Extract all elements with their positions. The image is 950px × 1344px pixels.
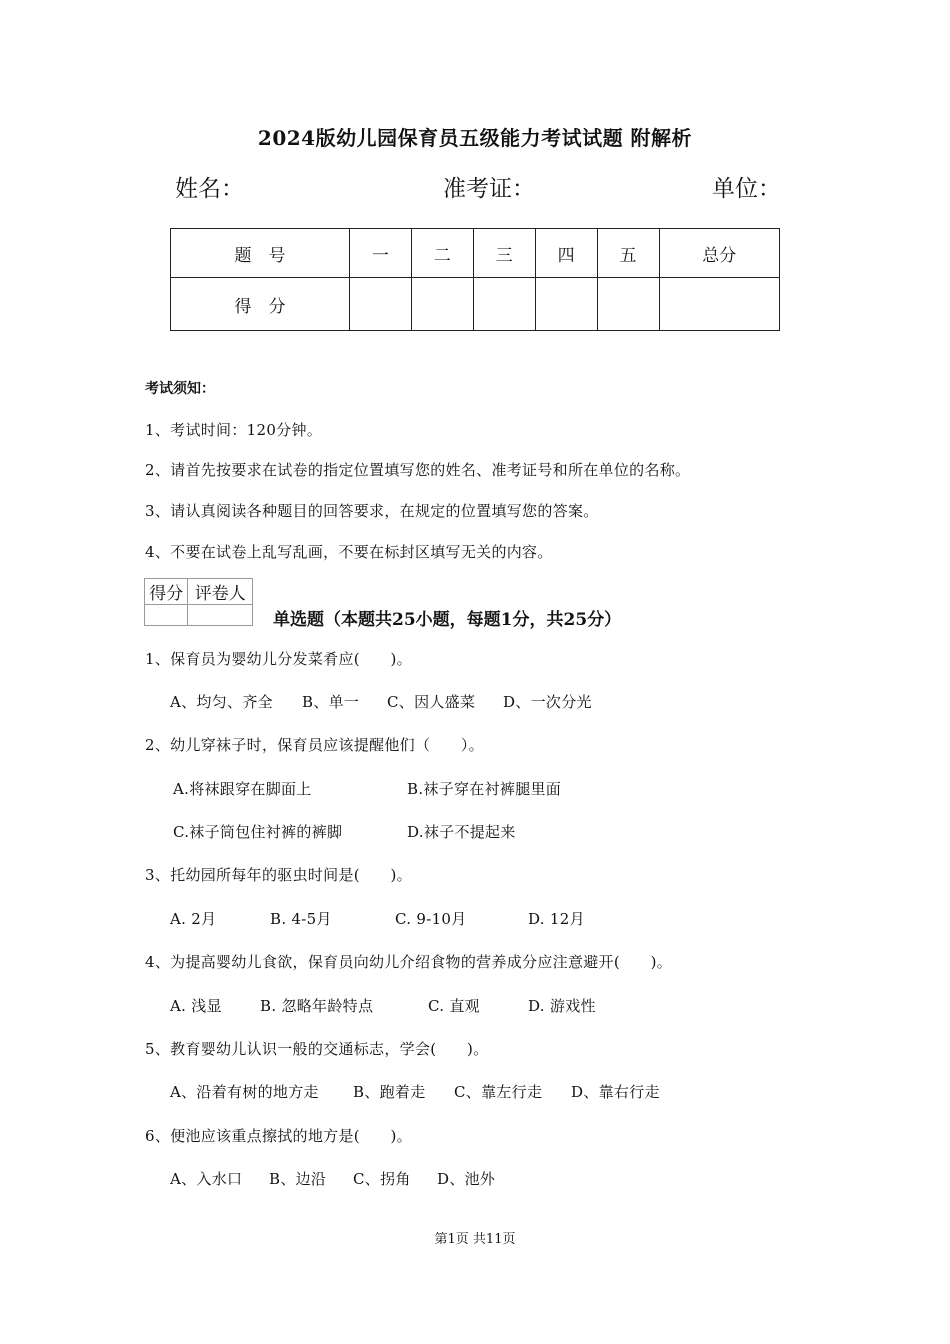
question-stem: 3、托幼园所每年的驱虫时间是( )。	[145, 866, 412, 884]
question-option: A.将袜跟穿在脚面上	[173, 780, 312, 798]
question-option: D、池外	[437, 1170, 496, 1188]
score-cell-section-5	[597, 278, 659, 331]
question-option: A、沿着有树的地方走	[170, 1083, 319, 1101]
grader-name-cell	[188, 605, 253, 626]
score-cell-section-2	[411, 278, 473, 331]
score-row-label: 得 分	[171, 278, 350, 331]
note-item: 3、请认真阅读各种题目的回答要求，在规定的位置填写您的答案。	[145, 502, 599, 520]
score-header-total: 总分	[659, 229, 779, 278]
question-option: C、拐角	[353, 1170, 411, 1188]
question-option: D. 游戏性	[528, 997, 596, 1015]
unit-field-label: 单位：	[712, 176, 781, 202]
question-stem: 6、便池应该重点擦拭的地方是( )。	[145, 1127, 412, 1145]
section-title: 单选题（本题共25小题，每题1分，共25分）	[273, 610, 622, 630]
grader-name-label: 评卷人	[188, 579, 253, 605]
score-header-section-4: 四	[535, 229, 597, 278]
score-table-header-row	[171, 229, 780, 278]
question-option: B. 忽略年龄特点	[260, 997, 374, 1015]
question-option: A. 浅显	[170, 997, 222, 1015]
question-option: C. 9-10月	[395, 910, 467, 928]
question-stem: 2、幼儿穿袜子时，保育员应该提醒他们（ ）。	[145, 736, 484, 754]
note-item: 4、不要在试卷上乱写乱画，不要在标封区填写无关的内容。	[145, 543, 553, 561]
score-header-section-2: 二	[411, 229, 473, 278]
question-option: B、跑着走	[353, 1083, 426, 1101]
document-title: 2024版幼儿园保育员五级能力考试试题 附解析	[257, 126, 693, 150]
grader-score-label: 得分	[145, 579, 188, 605]
question-option: D.袜子不提起来	[407, 823, 516, 841]
notes-title: 考试须知：	[145, 381, 215, 397]
score-cell-total	[659, 278, 779, 331]
grader-box	[144, 578, 253, 626]
score-table-score-row	[171, 278, 780, 331]
grader-score-cell	[145, 605, 188, 626]
question-option: A. 2月	[170, 910, 217, 928]
score-cell-section-1	[349, 278, 411, 331]
question-option: B、单一	[302, 693, 360, 711]
question-option: B.袜子穿在衬裤腿里面	[407, 780, 562, 798]
exam-id-field-label: 准考证：	[443, 176, 535, 202]
question-option: A、均匀、齐全	[170, 693, 273, 711]
question-stem: 4、为提高婴幼儿食欲，保育员向幼儿介绍食物的营养成分应注意避开( )。	[145, 953, 673, 971]
score-cell-section-3	[473, 278, 535, 331]
score-table	[170, 228, 780, 331]
question-option: A、入水口	[170, 1170, 243, 1188]
page-footer: 第1页 共11页	[434, 1232, 516, 1247]
note-item: 2、请首先按要求在试卷的指定位置填写您的姓名、准考证号和所在单位的名称。	[145, 461, 691, 479]
question-stem: 1、保育员为婴幼儿分发菜肴应( )。	[145, 650, 412, 668]
question-option: C、靠左行走	[454, 1083, 543, 1101]
question-option: B. 4-5月	[270, 910, 332, 928]
question-option: D. 12月	[528, 910, 585, 928]
score-cell-section-4	[535, 278, 597, 331]
question-stem: 5、教育婴幼儿认识一般的交通标志，学会( )。	[145, 1040, 489, 1058]
question-option: C、因人盛菜	[387, 693, 476, 711]
question-option: D、一次分光	[503, 693, 592, 711]
score-header-section-1: 一	[349, 229, 411, 278]
score-header-label: 题 号	[171, 229, 350, 278]
score-header-section-3: 三	[473, 229, 535, 278]
question-option: C. 直观	[428, 997, 480, 1015]
score-header-section-5: 五	[597, 229, 659, 278]
question-option: C.袜子筒包住衬裤的裤脚	[173, 823, 343, 841]
name-field-label: 姓名：	[175, 176, 244, 202]
note-item: 1、考试时间：120分钟。	[145, 421, 323, 439]
question-option: B、边沿	[269, 1170, 327, 1188]
question-option: D、靠右行走	[571, 1083, 660, 1101]
